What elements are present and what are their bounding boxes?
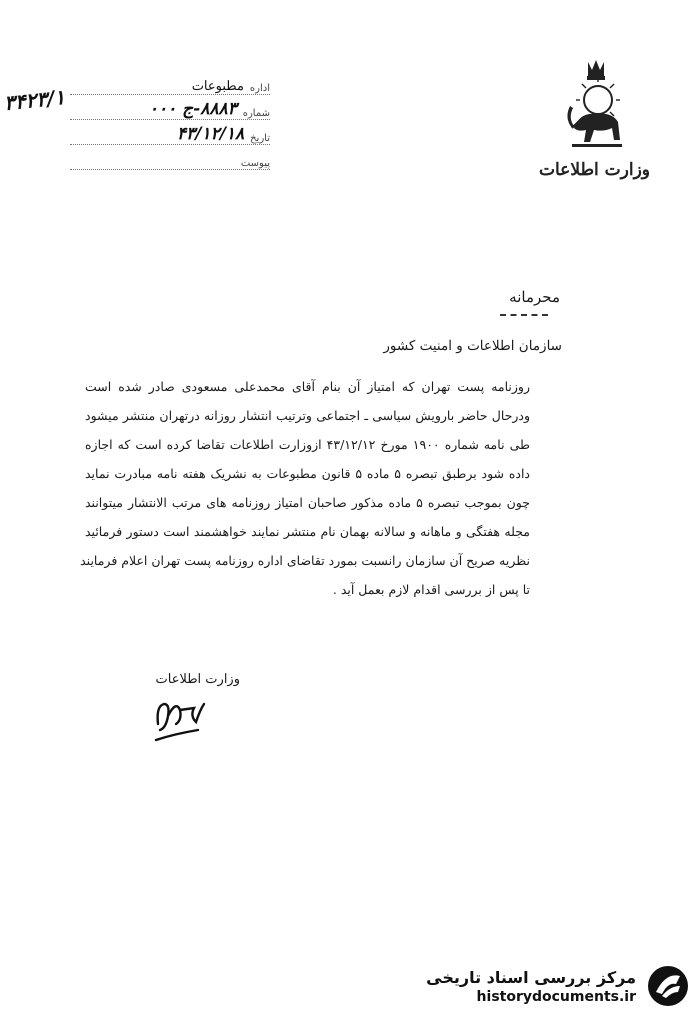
archive-name: مرکز بررسی اسناد تاریخی [426, 967, 636, 987]
meta-date-value: ۴۳/۱۲/۱۸ [176, 124, 245, 144]
letter-body [80, 372, 530, 604]
meta-department-row [70, 70, 270, 95]
handwritten-signature [150, 690, 210, 746]
archive-logo-icon [646, 964, 690, 1008]
signatory-title: وزارت اطلاعات [155, 672, 240, 687]
body-line: نظریه صریح آن سازمان رانسبت بمورد تقاضای اداره روزنامه پست تهران اعلام فرمایند [80, 553, 530, 568]
handwritten-reference-number: ۳۴۲۳/۱ [2, 84, 67, 116]
meta-department-label: اداره [249, 83, 270, 94]
archive-watermark [420, 958, 690, 1014]
meta-date-row [70, 120, 270, 145]
body-line: طی نامه شماره ۱۹۰۰ مورخ ۴۳/۱۲/۱۲ ازوزارت اطلاعات تقاضا کرده است که اجازه [85, 437, 530, 452]
body-line: تا پس از بررسی اقدام لازم بعمل آید . [332, 582, 530, 597]
meta-number-value: ۸۸۸۳-ج ۰۰۰ [148, 99, 237, 119]
ministry-letterhead: وزارت اطلاعات [539, 160, 650, 180]
meta-department-value: مطبوعات [191, 79, 244, 94]
body-line: مجله هفتگی و ماهانه و سالانه بهمان نام منتشر نمایند خواهشمند است دستور فرمائید [85, 524, 530, 539]
meta-number-row [70, 95, 270, 120]
classification-label: محرمانه [509, 288, 560, 306]
body-line: روزنامه پست تهران که امتیاز آن بنام آقای محمدعلی مسعودی صادر شده است [85, 379, 530, 394]
meta-date-label: تاریخ [250, 133, 270, 144]
meta-number-label: شماره [242, 108, 270, 119]
body-line: ودرحال حاضر بارویش سیاسی ـ اجتماعی وترتیب انتشار روزانه درتهران منتشر میشود [85, 408, 530, 423]
body-line: چون بموجب تبصره ۵ ماده مذکور صاحبان امتیاز روزنامه های مرتب الانتشار میتوانند [85, 495, 530, 510]
meta-attachment-row [70, 145, 270, 170]
lion-and-sun-emblem-icon [560, 58, 632, 158]
meta-attachment-label: پیوست [240, 158, 270, 169]
body-line: داده شود برطبق تبصره ۵ ماده ۵ قانون مطبوعات به نشریک هفته نامه مبادرت نماید [85, 466, 530, 481]
letter-meta-block [70, 70, 270, 170]
archive-url: historydocuments.ir [476, 988, 636, 1005]
recipient-line: سازمان اطلاعات و امنیت کشور [383, 338, 562, 354]
classification-underline [500, 314, 548, 316]
